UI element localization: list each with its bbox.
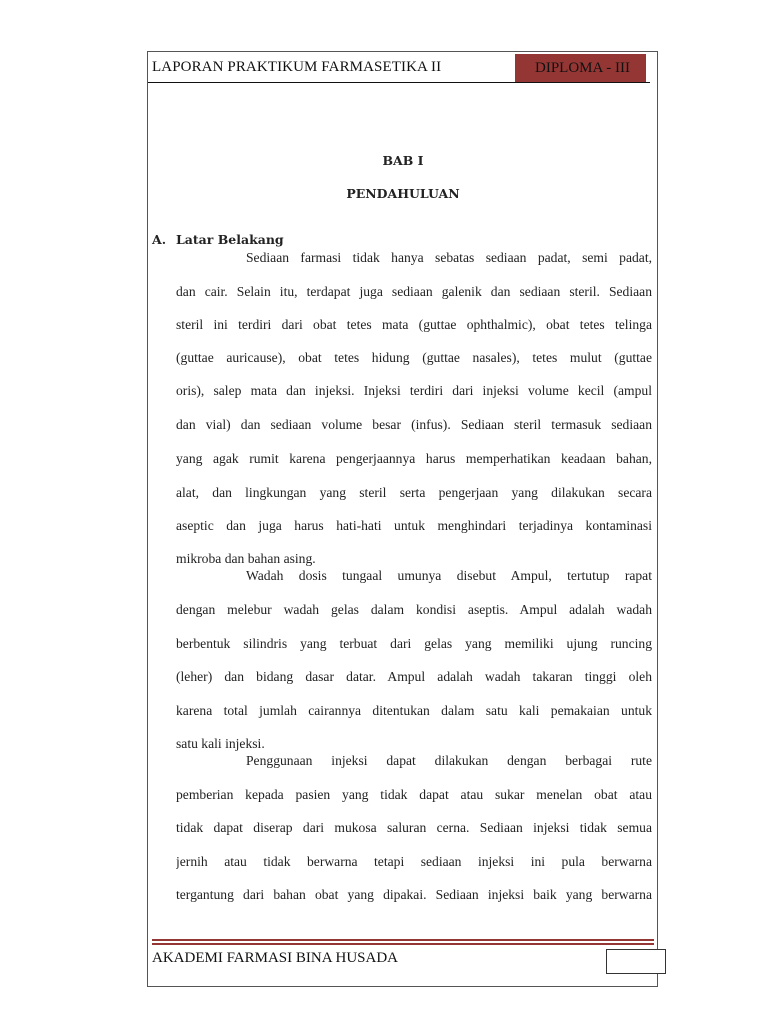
header-title: LAPORAN PRAKTIKUM FARMASETIKA II — [152, 59, 442, 75]
section-title: Latar Belakang — [176, 232, 284, 247]
header-badge: DIPLOMA - III — [515, 54, 646, 82]
paragraph-line: satu kali injeksi. — [176, 736, 265, 751]
paragraph-line: yang agak rumit karena pengerjaannya harus memperhatikan keadaan bahan, — [176, 451, 652, 466]
footer-title: AKADEMI FARMASI BINA HUSADA — [152, 950, 398, 966]
paragraph-line: (guttae auricause), obat tetes hidung (guttae nasales), tetes mulut (guttae — [176, 350, 652, 365]
paragraph-line: dan cair. Selain itu, terdapat juga sediaan galenik dan sediaan steril. Sediaan — [176, 284, 652, 299]
paragraph-line: tergantung dari bahan obat yang dipakai. Sediaan injeksi baik yang berwarna — [176, 887, 652, 902]
paragraph-line: jernih atau tidak berwarna tetapi sediaan injeksi ini pula berwarna — [176, 854, 652, 869]
chapter-title: PENDAHULUAN — [346, 186, 460, 201]
paragraph-line: pemberian kepada pasien yang tidak dapat atau sukar menelan obat atau — [176, 787, 652, 802]
paragraph-line: oris), salep mata dan injeksi. Injeksi terdiri dari injeksi volume kecil (ampul — [176, 383, 652, 398]
paragraph-line: steril ini terdiri dari obat tetes mata (guttae ophthalmic), obat tetes telinga — [176, 317, 652, 332]
paragraph-line: Wadah dosis tungaal umunya disebut Ampul, tertutup rapat — [246, 568, 652, 583]
paragraph-line: Penggunaan injeksi dapat dilakukan dengan berbagai rute — [246, 753, 652, 768]
header-divider — [148, 82, 650, 83]
paragraph-line: dan vial) dan sediaan volume besar (infus). Sediaan steril termasuk sediaan — [176, 417, 652, 432]
chapter-number: BAB I — [382, 153, 424, 168]
footer-divider-bottom — [152, 943, 654, 945]
paragraph-line: (leher) dan bidang dasar datar. Ampul adalah wadah takaran tinggi oleh — [176, 669, 652, 684]
paragraph-line: berbentuk silindris yang terbuat dari gelas yang memiliki ujung runcing — [176, 636, 652, 651]
paragraph-line: Sediaan farmasi tidak hanya sebatas sediaan padat, semi padat, — [246, 250, 652, 265]
footer-divider-top — [152, 939, 654, 941]
paragraph-line: dengan melebur wadah gelas dalam kondisi aseptis. Ampul adalah wadah — [176, 602, 652, 617]
paragraph-line: alat, dan lingkungan yang steril serta pengerjaan yang dilakukan secara — [176, 485, 652, 500]
paragraph-line: aseptic dan juga harus hati-hati untuk menghindari terjadinya kontaminasi — [176, 518, 652, 533]
paragraph-line: tidak dapat diserap dari mukosa saluran cerna. Sediaan injeksi tidak semua — [176, 820, 652, 835]
paragraph-line: mikroba dan bahan asing. — [176, 551, 316, 566]
page-number-box — [606, 949, 666, 974]
paragraph-line: karena total jumlah cairannya ditentukan dalam satu kali pemakaian untuk — [176, 703, 652, 718]
section-heading — [152, 232, 284, 247]
section-number: A. — [152, 232, 167, 247]
